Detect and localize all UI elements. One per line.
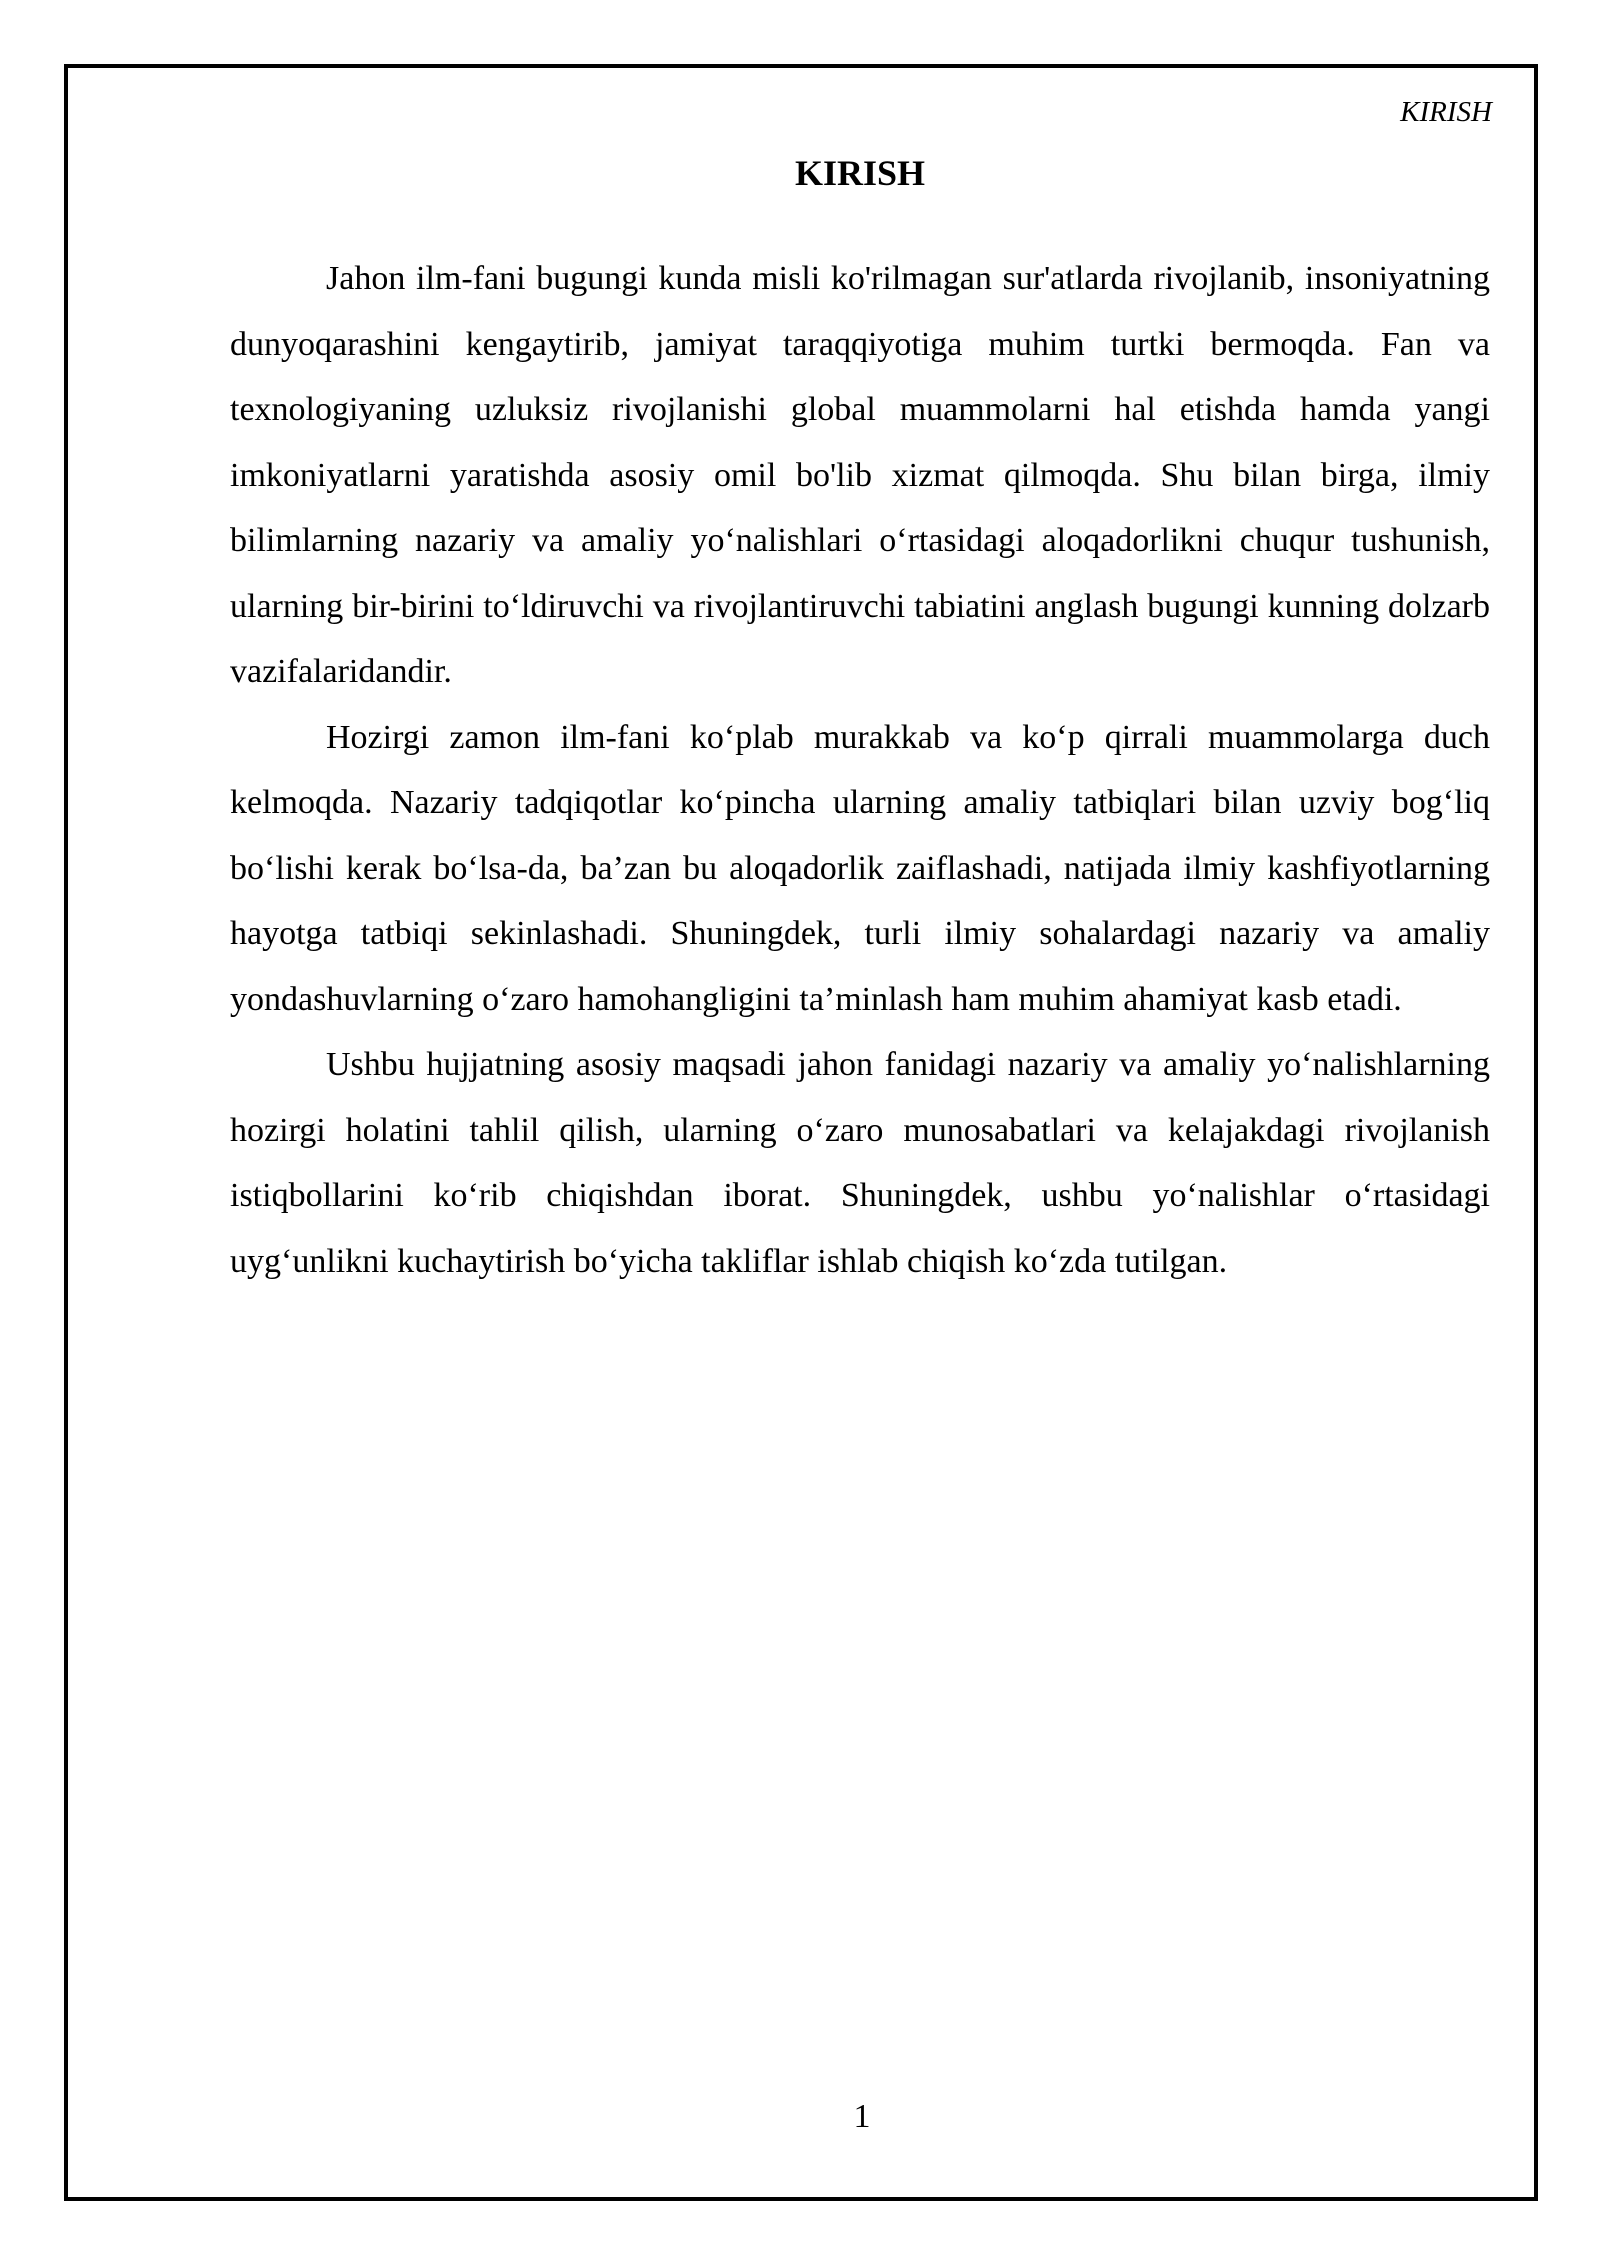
paragraph: Jahon ilm-fani bugungi kunda misli ko'rilmagan sur'atlarda rivojlanib, insoniyatning dunyoqarashini kengaytirib, jamiyat taraqqiyotiga muhim turtki bermoqda. Fan va texnologiyaning uzluksiz rivojlanishi global muammolarni hal etishda hamda yangi imkoniyatlarni yaratishda asosiy omil bo'lib xizmat qilmoqda. Shu bilan birga, ilmiy bilimlarning nazariy va amaliy yo‘nalishlari o‘rtasidagi aloqadorlikni chuqur tushunish, ularning bir-birini to‘ldiruvchi va rivojlantiruvchi tabiatini anglash bugungi kunning dolzarb vazifalaridandir. xyxy=(230,260,1490,690)
page-number-container xyxy=(0,2100,1600,2134)
running-header: KIRISH xyxy=(1400,96,1492,128)
body-text xyxy=(230,246,1490,1294)
paragraph: Hozirgi zamon ilm-fani ko‘plab murakkab va ko‘p qirrali muammolarga duch kelmoqda. Nazariy tadqiqotlar ko‘pincha ularning amaliy tatbiqlari bilan uzviy bog‘liq bo‘lishi kerak bo‘lsa-da, ba’zan bu aloqadorlik zaiflashadi, natijada ilmiy kashfiyotlarning hayotga tatbiqi sekinlashadi. Shuningdek, turli ilmiy sohalardagi nazariy va amaliy yondashuvlarning o‘zaro hamohangligini ta’minlash ham muhim ahamiyat kasb etadi. xyxy=(230,718,1490,1018)
paragraph: Ushbu hujjatning asosiy maqsadi jahon fanidagi nazariy va amaliy yo‘nalishlarning hozirgi holatini tahlil qilish, ularning o‘zaro munosabatlari va kelajakdagi rivojlanish istiqbollarini ko‘rib chiqishdan iborat. Shuningdek, ushbu yo‘nalishlar o‘rtasidagi uyg‘unlikni kuchaytirish bo‘yicha takliflar ishlab chiqish ko‘zda tutilgan. xyxy=(230,1046,1490,1280)
section-title: KIRISH xyxy=(794,153,926,193)
page-number: 1 xyxy=(853,2098,871,2135)
